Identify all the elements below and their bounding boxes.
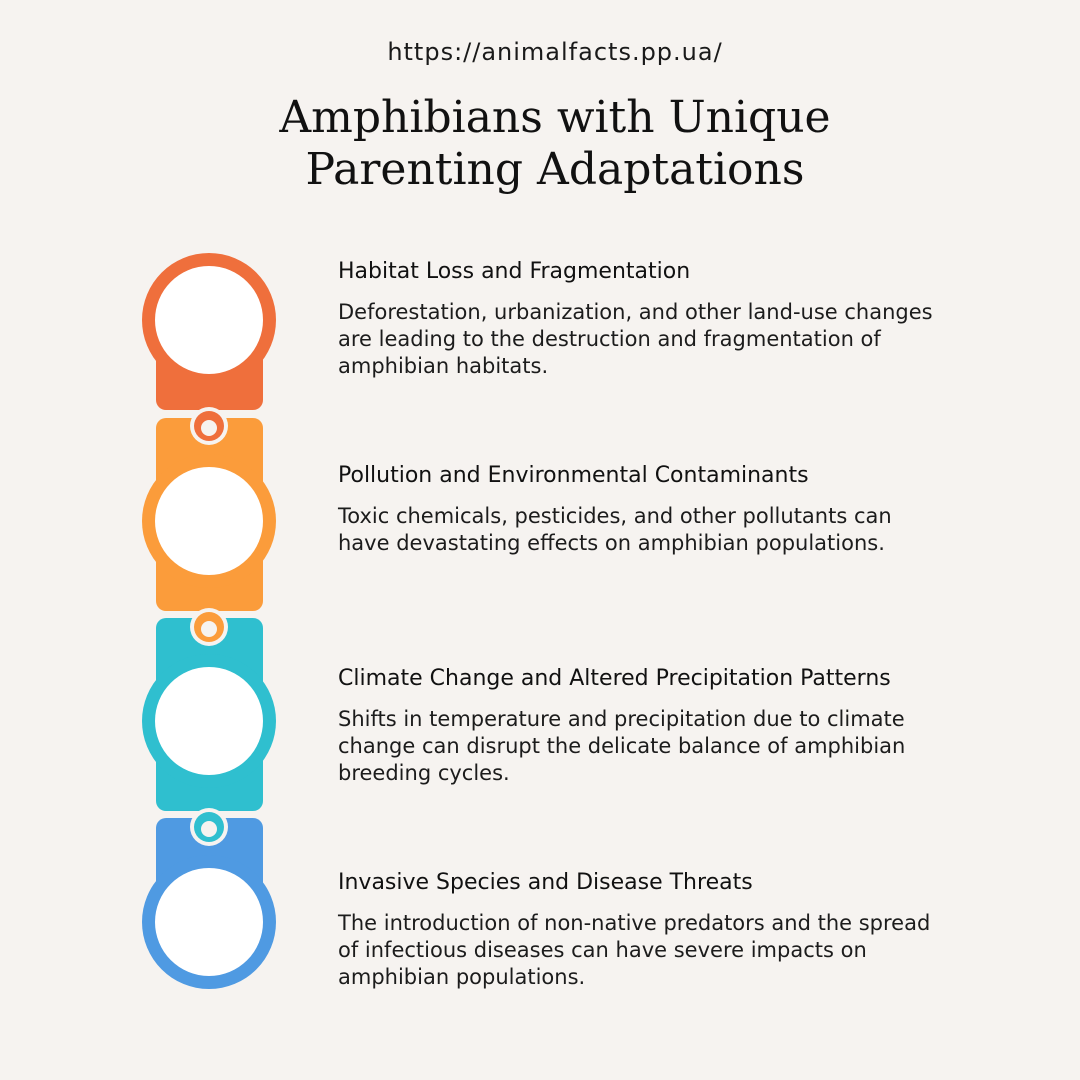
source-url: https://animalfacts.pp.ua/ [387, 38, 723, 66]
step-2-heading: Pollution and Environmental Contaminants [338, 463, 809, 488]
step-3-description: Shifts in temperature and precipitation due to climate change can disrupt the delicate balance of amphibian breeding cycles. [338, 707, 906, 785]
piece-1-center [155, 266, 263, 374]
page-title: Amphibians with Unique Parenting Adaptations [279, 92, 831, 195]
step-1-description: Deforestation, urbanization, and other land-use changes are leading to the destruction and fragmentation of amphibian habitats. [338, 300, 933, 378]
piece-2-center [155, 467, 263, 575]
piece-3-knob-top-hole [201, 621, 217, 637]
step-1-heading: Habitat Loss and Fragmentation [338, 259, 691, 284]
step-4-description: The introduction of non-native predators and the spread of infectious diseases can have severe impacts on amphibian populations. [338, 911, 931, 989]
step-1 [338, 258, 958, 380]
step-3-heading: Climate Change and Altered Precipitation Patterns [338, 666, 891, 691]
step-4 [338, 869, 958, 991]
step-2-description: Toxic chemicals, pesticides, and other pollutants can have devastating effects on amphibian populations. [338, 504, 892, 555]
step-2 [338, 462, 958, 557]
piece-3-center [155, 667, 263, 775]
step-4-heading: Invasive Species and Disease Threats [338, 870, 753, 895]
puzzle-piece-4 [142, 808, 276, 989]
piece-4-knob-top-hole [201, 821, 217, 837]
piece-2-knob-top-hole [201, 420, 217, 436]
puzzle-piece-3 [142, 608, 276, 843]
step-3 [338, 665, 958, 787]
puzzle-piece-2 [142, 407, 276, 643]
piece-4-center [155, 868, 263, 976]
